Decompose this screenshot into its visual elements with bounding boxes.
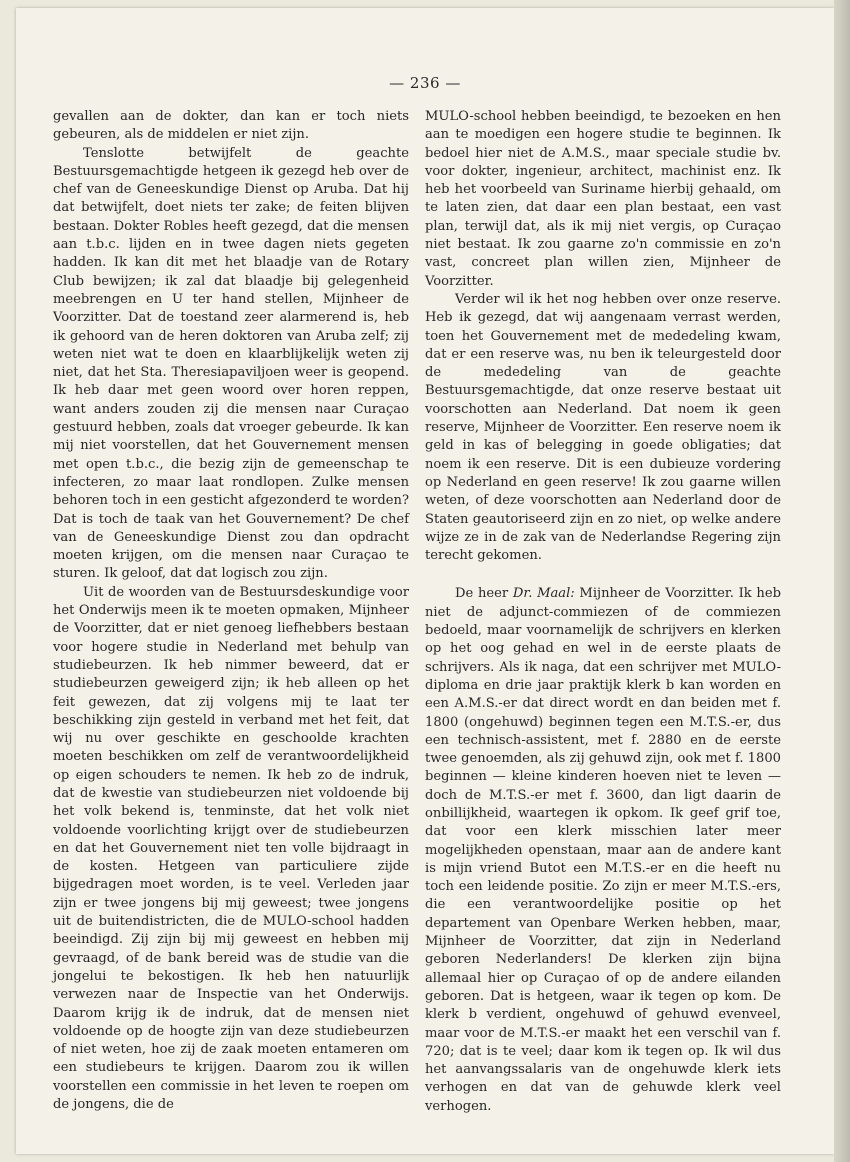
paragraph: MULO-school hebben beeindigd, te bezoeken en hen aan te moedigen een hogere studie te beginnen. Ik bedoel hier niet de A.M.S., maar speciale studie bv. voor dokter, ingenieur, architect, machinist enz. Ik heb het voorbeeld van Suriname hierbij gehaald, om te laten zien, dat daar een plan bestaat, een vast plan, terwijl dat, als ik mij niet vergis, op Curaçao niet bestaat. Ik zou gaarne zo'n commissie en zo'n vast, concreet plan willen zien, Mijnheer de Voorzitter. bbox=[425, 109, 781, 289]
right-column bbox=[425, 108, 781, 1116]
speech-prefix: De heer bbox=[455, 586, 513, 602]
speech-paragraph bbox=[425, 585, 781, 1116]
left-column bbox=[53, 108, 409, 1114]
paragraph: Verder wil ik het nog hebben over onze reserve. Heb ik gezegd, dat wij aangenaam verrast werden, toen het Gouvernement met de mededeling kwam, dat er een reserve was, nu ben ik teleurgesteld door de mededeling van de geachte Bestuursgemachtigde, dat onze reserve bestaat uit voorschotten aan Nederland. Dat noem ik geen reserve, Mijnheer de Voorzitter. Een reserve noem ik geld in kas of belegging in goede obligaties; dat noem ik een reserve. Dit is een dubieuze vordering op Nederland en geen reserve! Ik zou gaarne willen weten, of deze voorschotten aan Nederland door de Staten geautoriseerd zijn en zo niet, op welke andere wijze ze in de zak van de Nederlandse Regering zijn terecht gekomen. bbox=[425, 291, 781, 564]
scan-edge-shadow bbox=[834, 0, 850, 1162]
page-number: — 236 — bbox=[389, 74, 461, 92]
paragraph: Uit de woorden van de Bestuursdeskundige voor het Onderwijs meen ik te moeten opmaken, Mijnheer de Voorzitter, dat er niet genoeg liefhebbers bestaan voor hogere studie in Nederland met behulp van studiebeurzen. Ik heb nimmer beweerd, dat er studiebeurzen geweigerd zijn; ik heb alleen op het feit gewezen, dat zij volgens mij te laat ter beschikking zijn gesteld in verband met het feit, dat wij nu over geschikte en geschoolde krachten moeten beschikken om zelf de verantwoordelijkheid op eigen schouders te nemen. Ik heb zo de indruk, dat de kwestie van studiebeurzen niet voldoende bij het volk bekend is, tenminste, dat het volk niet voldoende voorlichting krijgt over de studiebeurzen en dat het Gouvernement niet ten volle bijdraagt in de kosten. Hetgeen van particuliere zijde bijgedragen moet worden, is te veel. Verleden jaar zijn er twee jongens bij mij geweest; twee jongens uit de buitendistricten, die de MULO-school hadden beeindigd. Zij zijn bij mij geweest en hebben mij gevraagd, of de bank bereid was de studie van die jongelui te bekostigen. Ik heb hen natuurlijk verwezen naar de Inspectie van het Onderwijs. Daarom krijg ik de indruk, dat de mensen niet voldoende op de hoogte zijn van deze studiebeurzen of niet weten, hoe zij de zaak moeten entameren om een studiebeurs te krijgen. Daarom zou ik willen voorstellen een commissie in het leven te roepen om de jongens, die de bbox=[53, 584, 409, 1113]
speaker-name: Dr. Maal: bbox=[512, 586, 575, 602]
paragraph: gevallen aan de dokter, dan kan er toch niets gebeuren, als de middelen er niet zijn. bbox=[53, 109, 409, 143]
speech-text: Mijnheer de Voorzitter. Ik heb niet de adjunct-commiezen of de commiezen bedoeld, maar voornamelijk de schrijvers en klerken op het oog gehad en wel in de eerste plaats de schrijvers. Als ik naga, dat een schrijver met MULO-diploma en drie jaar praktijk klerk b kan worden en een A.M.S.-er dat direct wordt en dan beiden met f. 1800 (ongehuwd) beginnen tegen een M.T.S.-er, dus een technisch-assistent, met f. 2880 en de eerste twee genoemden, als zij gehuwd zijn, ook met f. 1800 beginnen — kleine kinderen hoeven niet te leven — doch de M.T.S.-er met f. 3600, dan ligt daarin de onbillijkheid, waartegen ik opkom. Ik geef grif toe, dat voor een klerk misschien later meer mogelijkheden openstaan, maar aan de andere kant is mijn vriend Butot een M.T.S.-er en die heeft nu toch een leidende positie. Zo zijn er meer M.T.S.-ers, die een verantwoordelijke positie op het departement van Openbare Werken hebben, maar, Mijnheer de Voorzitter, dat zijn in Nederland geboren Nederlanders! De klerken zijn bijna allemaal hier op Curaçao of op de andere eilanden geboren. Dat is hetgeen, waar ik tegen op kom. De klerk b verdient, ongehuwd of gehuwd evenveel, maar voor de M.T.S.-er maakt het een verschil van f. 720; dat is te veel; daar kom ik tegen op. Ik wil dus het aanvangssalaris van de ongehuwde klerk iets verhogen en dat van de gehuwde klerk veel verhogen. bbox=[425, 586, 781, 1114]
paragraph: Tenslotte betwijfelt de geachte Bestuursgemachtigde hetgeen ik gezegd heb over de chef van de Geneeskundige Dienst op Aruba. Dat hij dat betwijfelt, doet niets ter zake; de feiten blijven bestaan. Dokter Robles heeft gezegd, dat die mensen aan t.b.c. lijden en in twee dagen niets gegeten hadden. Ik kan dit met het blaadje van de Rotary Club bewijzen; ik zal dat blaadje bij gelegenheid meebrengen en U ter hand stellen, Mijnheer de Voorzitter. Dat de toestand zeer alarmerend is, heb ik gehoord van de heren doktoren van Aruba zelf; zij weten niet wat te doen en klaarblijkelijk weten zij niet, dat het Sta. Theresiapaviljoen weer is geopend. Ik heb daar met geen woord over horen reppen, want anders zouden zij die mensen naar Curaçao gestuurd hebben, zoals dat vroeger gebeurde. Ik kan mij niet voorstellen, dat het Gouvernement mensen met open t.b.c., die bezig zijn de gemeenschap te infecteren, zo maar laat rondlopen. Zulke mensen behoren toch in een gesticht afgezonderd te worden? Dat is toch de taak van het Gouvernement? De chef van de Geneeskundige Dienst zou dan opdracht moeten krijgen, om die mensen naar Curaçao te sturen. Ik geloof, dat dat logisch zou zijn. bbox=[53, 145, 409, 582]
